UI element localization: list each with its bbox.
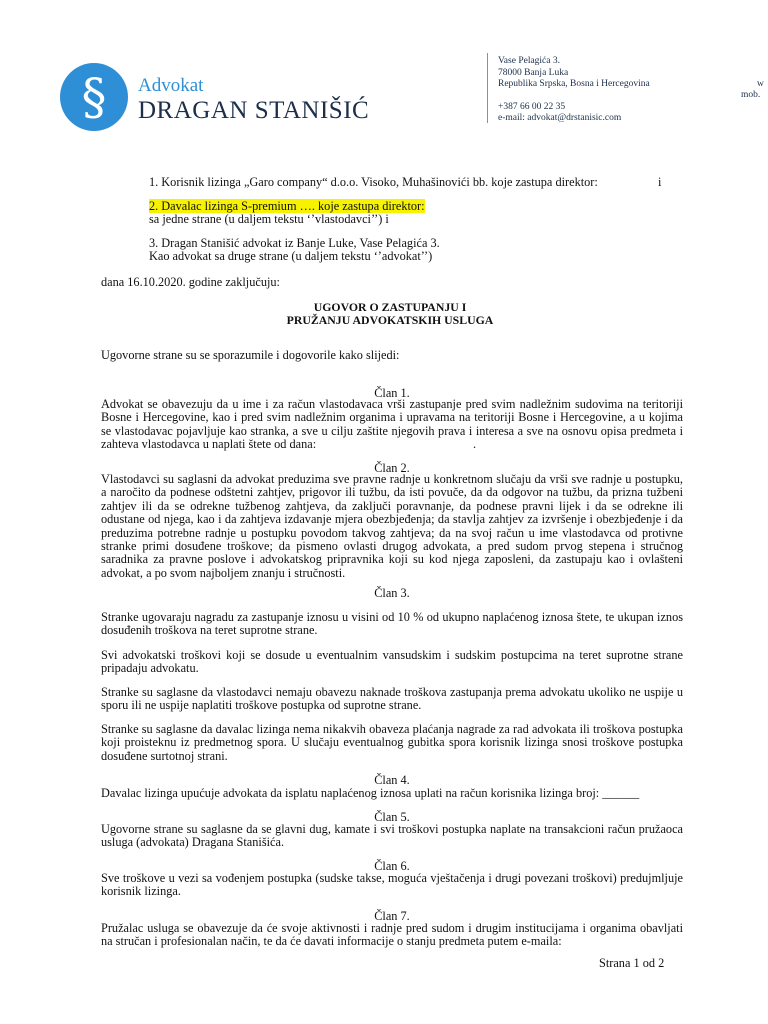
article-5-text: Ugovorne strane su saglasne da se glavni dug, kamate i svi troškovi postupka naplate na transakcioni račun pružaoca usluga (advokata) Dragana Stanišića. xyxy=(101,822,683,850)
party-1: 1. Korisnik lizinga „Garo company“ d.o.o. Visoko, Muhašinovići bb. koje zastupa direktor: xyxy=(149,175,598,189)
party-2-line2: sa jedne strane (u daljem tekstu ‘’vlastodavci’’) i xyxy=(149,212,389,226)
article-6-text: Sve troškove u vezi sa vođenjem postupka (sudske takse, moguća vještačenja i drugi povezani troškovi) predujmljuje korisnik lizinga. xyxy=(101,871,683,899)
article-7-heading: Član 7. xyxy=(374,909,410,923)
party-3-line2: Kao advokat sa druge strane (u daljem tekstu ‘’advokat’’) xyxy=(149,249,433,263)
contact-email: e-mail: advokat@drstanisic.com xyxy=(498,113,622,124)
article-5-heading: Član 5. xyxy=(374,810,410,824)
article-1-dot: . xyxy=(473,437,477,451)
party-1-end: i xyxy=(658,175,662,189)
intro-text: Ugovorne strane su se sporazumile i dogovorile kako slijedi: xyxy=(101,348,400,362)
contact-address-line: Republika Srpska, Bosna i Hercegovina xyxy=(498,79,650,90)
contact-address-line: 78000 Banja Luka xyxy=(498,67,569,78)
header-divider xyxy=(487,53,488,123)
article-2-heading: Član 2. xyxy=(374,461,410,475)
document-title-line1: UGOVOR O ZASTUPANJU I xyxy=(313,300,467,314)
article-3-heading: Član 3. xyxy=(374,586,410,600)
highlighted-text: 2. Davalac lizinga S-premium …. koje zastupa direktor: xyxy=(149,199,425,213)
article-1-text: Advokat se obavezuju da u ime i za račun vlastodavaca vrši zastupanje pred svim nadležnim sudovima na teritoriji Bosne i Hercegovine, kao i pred svim nadležnim organima i upravama na teritoriji Bosne i Hercegovine, a u kojima se vlastodavac pojavljuje kao stranka, a sve u cilju zaštite njegovih prava i interesa a sve na osnovu opisa predmeta i zahteva vlastodavca u naplati štete od dana: xyxy=(101,397,683,452)
party-2-highlight xyxy=(149,199,425,213)
article-7-text: Pružalac usluga se obavezuje da će svoje aktivnosti i radnje pred sudom i drugim institucijama i organima obavljati na stručan i profesionalan način, te da će davati informacije o stanju predmeta putem e-maila: xyxy=(101,921,683,949)
article-6-heading: Član 6. xyxy=(374,859,410,873)
article-3-paragraph-4: Stranke su saglasne da davalac lizinga nema nikakvih obaveza plaćanja nagrade za rad advokata ili troškova postupka koji proisteknu iz predmetnog spora. U slučaju eventualnog gubitka spora korisnik lizinga snosi troškove postupka dosuđene surtotnoj strani. xyxy=(101,722,683,763)
logo-section-icon: § xyxy=(60,63,128,131)
contact-spacer xyxy=(498,91,650,102)
cropped-mob-label: mob. xyxy=(741,90,761,100)
document-title-line2: PRUŽANJU ADVOKATSKIH USLUGA xyxy=(286,313,494,327)
contact-phone: +387 66 00 22 35 xyxy=(498,101,566,112)
party-3: 3. Dragan Stanišić advokat iz Banje Luke, Vase Pelagića 3. xyxy=(149,236,440,250)
page-number: Strana 1 od 2 xyxy=(599,956,665,970)
article-4-heading: Član 4. xyxy=(374,773,410,787)
brand-subtitle: Advokat xyxy=(138,75,204,96)
contact-block xyxy=(498,56,650,125)
cropped-text: w xyxy=(757,79,764,89)
article-3-paragraph-3: Stranke su saglasne da vlastodavci nemaju obavezu naknade troškova zastupanja prema advokatu ukoliko ne uspije u sporu ili ne uspije naplatiti troškove postupka od suprotne strane. xyxy=(101,685,683,713)
article-4-text: Davalac lizinga upućuje advokata da isplatu naplaćenog iznosa uplati na račun korisnika lizinga broj: ______ xyxy=(101,786,640,800)
article-2-text: Vlastodavci su saglasni da advokat preduzima sve pravne radnje u konkretnom slučaju da vrši sve radnje u postupku, a naročito da podnese odštetni zahtjev, prigovor ili tužbu, da isti povuče, da da odgovor na tužbu, da prizna tužbeni zahtjev ili da se odrekne tužbenog zahtjeva, da zaključi poravnanje, da podnese pravni lijek i da se odrekne ili odustane od njega, kao i da zahtjeva izdavanje mjera obezbjeđenja; da stavlja zahtjev za izvršenje i obezbjeđenje i da preduzima potrebne radnje u postupku povodom takvog zahtjeva; da na svoj račun u ime vlastodavca od protivne stranke primi dosuđene troškove; da pismeno ovlasti drugog advokata, a pred sudom prvog stepena i stručnog saradnika za pravne poslove i advokatskog pripravnika koji su kod njega zaposleni, da zastupaju kao i ovlašteni advokat, a po svom najboljem znanju i stručnosti. xyxy=(101,472,683,580)
contact-address-line: Vase Pelagića 3. xyxy=(498,56,560,66)
article-3-paragraph-2: Svi advokatski troškovi koji se dosude u eventualnim vansudskim i sudskim postupcima na teret suprotne strane pripadaju advokatu. xyxy=(101,648,683,676)
brand-name: DRAGAN STANIŠIĆ xyxy=(138,97,370,124)
article-1-heading: Član 1. xyxy=(374,386,410,400)
article-3-paragraph-1: Stranke ugovaraju nagradu za zastupanje iznosu u visini od 10 % od ukupno naplaćenog iznosa štete, te ukupan iznos dosuđenih troškova na teret suprotne strane. xyxy=(101,610,683,638)
date-line: dana 16.10.2020. godine zaključuju: xyxy=(101,275,280,289)
